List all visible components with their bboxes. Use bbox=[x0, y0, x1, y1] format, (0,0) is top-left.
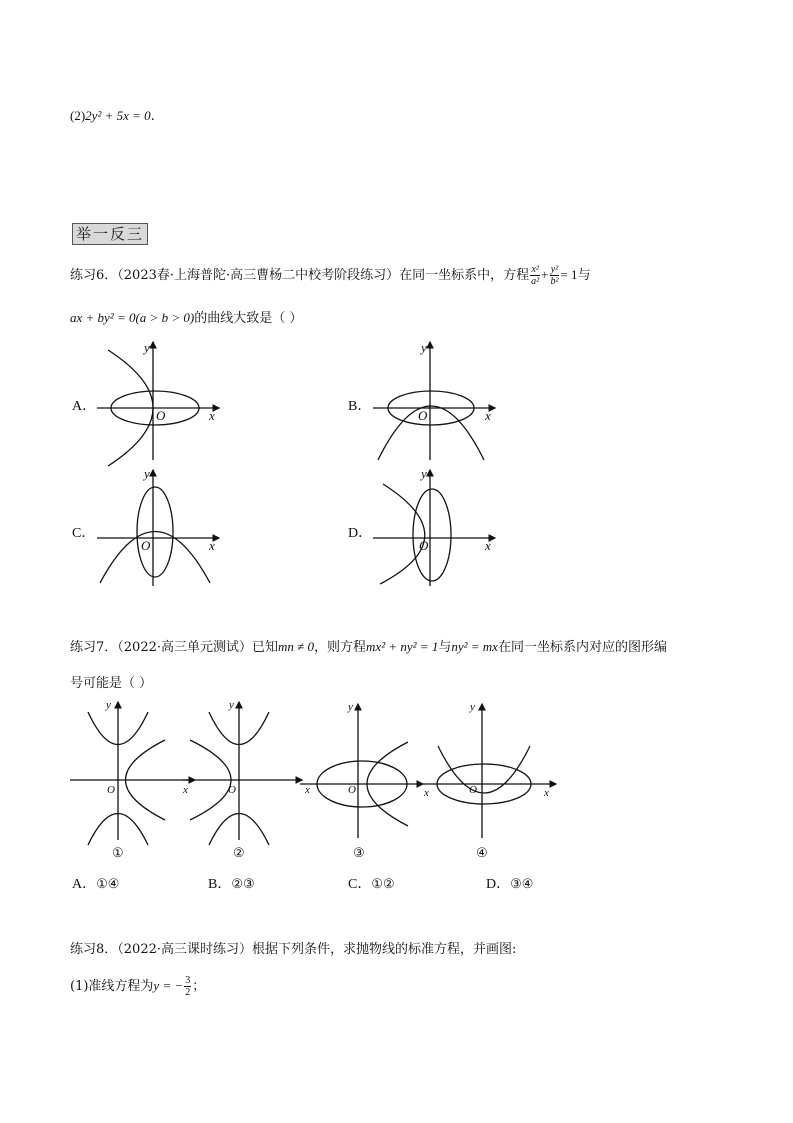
ex7-answer-c-text: ①② bbox=[371, 877, 395, 892]
ex6-b-origin: O bbox=[418, 408, 428, 423]
ex7-2-x-label: x bbox=[305, 784, 310, 796]
ex7-answer-a bbox=[72, 876, 119, 894]
ex6-option-d-label: D． bbox=[348, 526, 373, 541]
ex6-c-y-label: y bbox=[144, 466, 150, 481]
ex6-a-origin: O bbox=[156, 408, 166, 423]
part2-equation: 2y² + 5x = 0 bbox=[85, 108, 151, 123]
ex7-answer-a-text: ①④ bbox=[96, 877, 120, 892]
ex8-item1-lhs: y = − bbox=[153, 978, 184, 993]
ex6-c-origin: O bbox=[141, 538, 151, 553]
ex6-frac1-num: x² bbox=[531, 264, 539, 275]
part2-label: (2) bbox=[70, 108, 86, 123]
part2-end: . bbox=[150, 109, 155, 124]
ex6-a-y-label: y bbox=[144, 340, 150, 355]
section-badge: 举一反三 bbox=[72, 223, 148, 245]
ex8-item1-num: 3 bbox=[185, 975, 191, 986]
ex7-4-x-label: x bbox=[544, 787, 549, 799]
ex6-d-ellipse bbox=[413, 489, 451, 581]
ex7-answer-b-text: ②③ bbox=[231, 877, 255, 892]
ex6-prefix: 练习6．（2023春·上海普陀·高三曹杨二中校考阶段练习）在同一坐标系中，方程 bbox=[70, 268, 530, 283]
ex6-d-parabola bbox=[380, 484, 425, 584]
ex7-line2: 号可能是（ ） bbox=[70, 676, 153, 691]
ex7-3-x-label: x bbox=[424, 787, 429, 799]
ex8-item1-den: 2 bbox=[185, 987, 191, 998]
ex7-1-origin: O bbox=[107, 784, 115, 796]
ex7-2-origin: O bbox=[228, 784, 236, 796]
ex7-answer-d bbox=[486, 876, 533, 894]
ex6-figure-a bbox=[97, 342, 219, 466]
ex7-1-x-label: x bbox=[183, 784, 188, 796]
ex6-b-parabola bbox=[378, 406, 484, 460]
ex7-4-origin: O bbox=[469, 784, 477, 796]
ex7-answer-b-letter: B． bbox=[208, 877, 232, 892]
ex7-3-y-label: y bbox=[348, 701, 353, 713]
ex6-figure-d bbox=[373, 470, 495, 586]
ex7-mid: ，则方程 bbox=[314, 640, 367, 655]
ex6-d-origin: O bbox=[419, 538, 429, 553]
ex7-answer-c-letter: C． bbox=[348, 877, 372, 892]
ex7-yu: 与 bbox=[438, 640, 452, 655]
ex6-frac1-den: a² bbox=[531, 276, 540, 287]
ex7-answer-d-text: ③④ bbox=[510, 877, 534, 892]
ex8-item1 bbox=[70, 975, 205, 998]
ex6-figure-c bbox=[97, 470, 219, 586]
ex6-option-b-label: B． bbox=[348, 399, 372, 414]
ex6-b-x-label: x bbox=[485, 408, 491, 423]
ex6-a-x-label: x bbox=[209, 408, 215, 423]
ex6-line2-tail: 的曲线大致是（ ） bbox=[194, 311, 303, 326]
ex6-eq-one: = 1 bbox=[560, 267, 578, 282]
ex7-tail: 在同一坐标系内对应的图形编 bbox=[497, 640, 667, 655]
ex7-figure-4 bbox=[423, 704, 556, 838]
ex7-answer-a-letter: A． bbox=[72, 877, 97, 892]
ex8-item1-frac bbox=[184, 975, 191, 998]
ex7-answer-b bbox=[208, 876, 255, 894]
ex7-fig-label-4: ④ bbox=[476, 845, 488, 860]
ex6-c-x-label: x bbox=[209, 538, 215, 553]
ex6-frac2-num: y² bbox=[550, 264, 559, 275]
ex7-eq1: mx² + ny² = 1 bbox=[366, 639, 439, 654]
ex7-fig-label-1: ① bbox=[112, 845, 124, 860]
ex7-figure-1 bbox=[70, 702, 195, 845]
ex7-2-y-label: y bbox=[229, 699, 234, 711]
ex7-4-parabola bbox=[438, 746, 530, 793]
ex7-line1 bbox=[70, 638, 667, 657]
ex7-answer-d-letter: D． bbox=[486, 877, 511, 892]
ex6-d-x-label: x bbox=[485, 538, 491, 553]
ex8-line1: 练习8．（2022·高三课时练习）根据下列条件，求抛物线的标准方程，并画图: bbox=[70, 942, 517, 957]
ex7-3-origin: O bbox=[348, 784, 356, 796]
ex7-1-y-label: y bbox=[106, 699, 111, 711]
ex7-cond: mn ≠ 0 bbox=[278, 639, 315, 654]
ex7-4-y-label: y bbox=[470, 701, 475, 713]
ex8-item1-prefix: (1)准线方程为 bbox=[70, 979, 154, 994]
ex6-c-parabola bbox=[100, 532, 210, 584]
ex6-figure-b bbox=[373, 342, 495, 460]
ex7-figure-2 bbox=[183, 702, 302, 845]
ex6-yu: 与 bbox=[577, 268, 591, 283]
ex6-d-y-label: y bbox=[421, 466, 427, 481]
ex7-eq2: ny² = mx bbox=[451, 639, 498, 654]
ex6-option-c-label: C． bbox=[72, 526, 96, 541]
ex7-fig-label-2: ② bbox=[233, 845, 245, 860]
ex8-item1-end: ； bbox=[192, 979, 206, 994]
ex6-frac2-den: b² bbox=[550, 276, 559, 287]
ex7-fig-label-3: ③ bbox=[353, 845, 365, 860]
ex6-line2-math: ax + by² = 0(a > b > 0) bbox=[70, 310, 195, 325]
ex6-option-a-label: A． bbox=[72, 399, 97, 414]
ex7-figure-3 bbox=[300, 704, 423, 838]
ex6-plus: + bbox=[541, 267, 549, 282]
ex7-answer-c bbox=[348, 876, 395, 894]
ex7-figures bbox=[0, 690, 793, 870]
ex7-prefix: 练习7．（2022·高三单元测试）已知 bbox=[70, 640, 278, 655]
ex6-b-y-label: y bbox=[421, 340, 427, 355]
